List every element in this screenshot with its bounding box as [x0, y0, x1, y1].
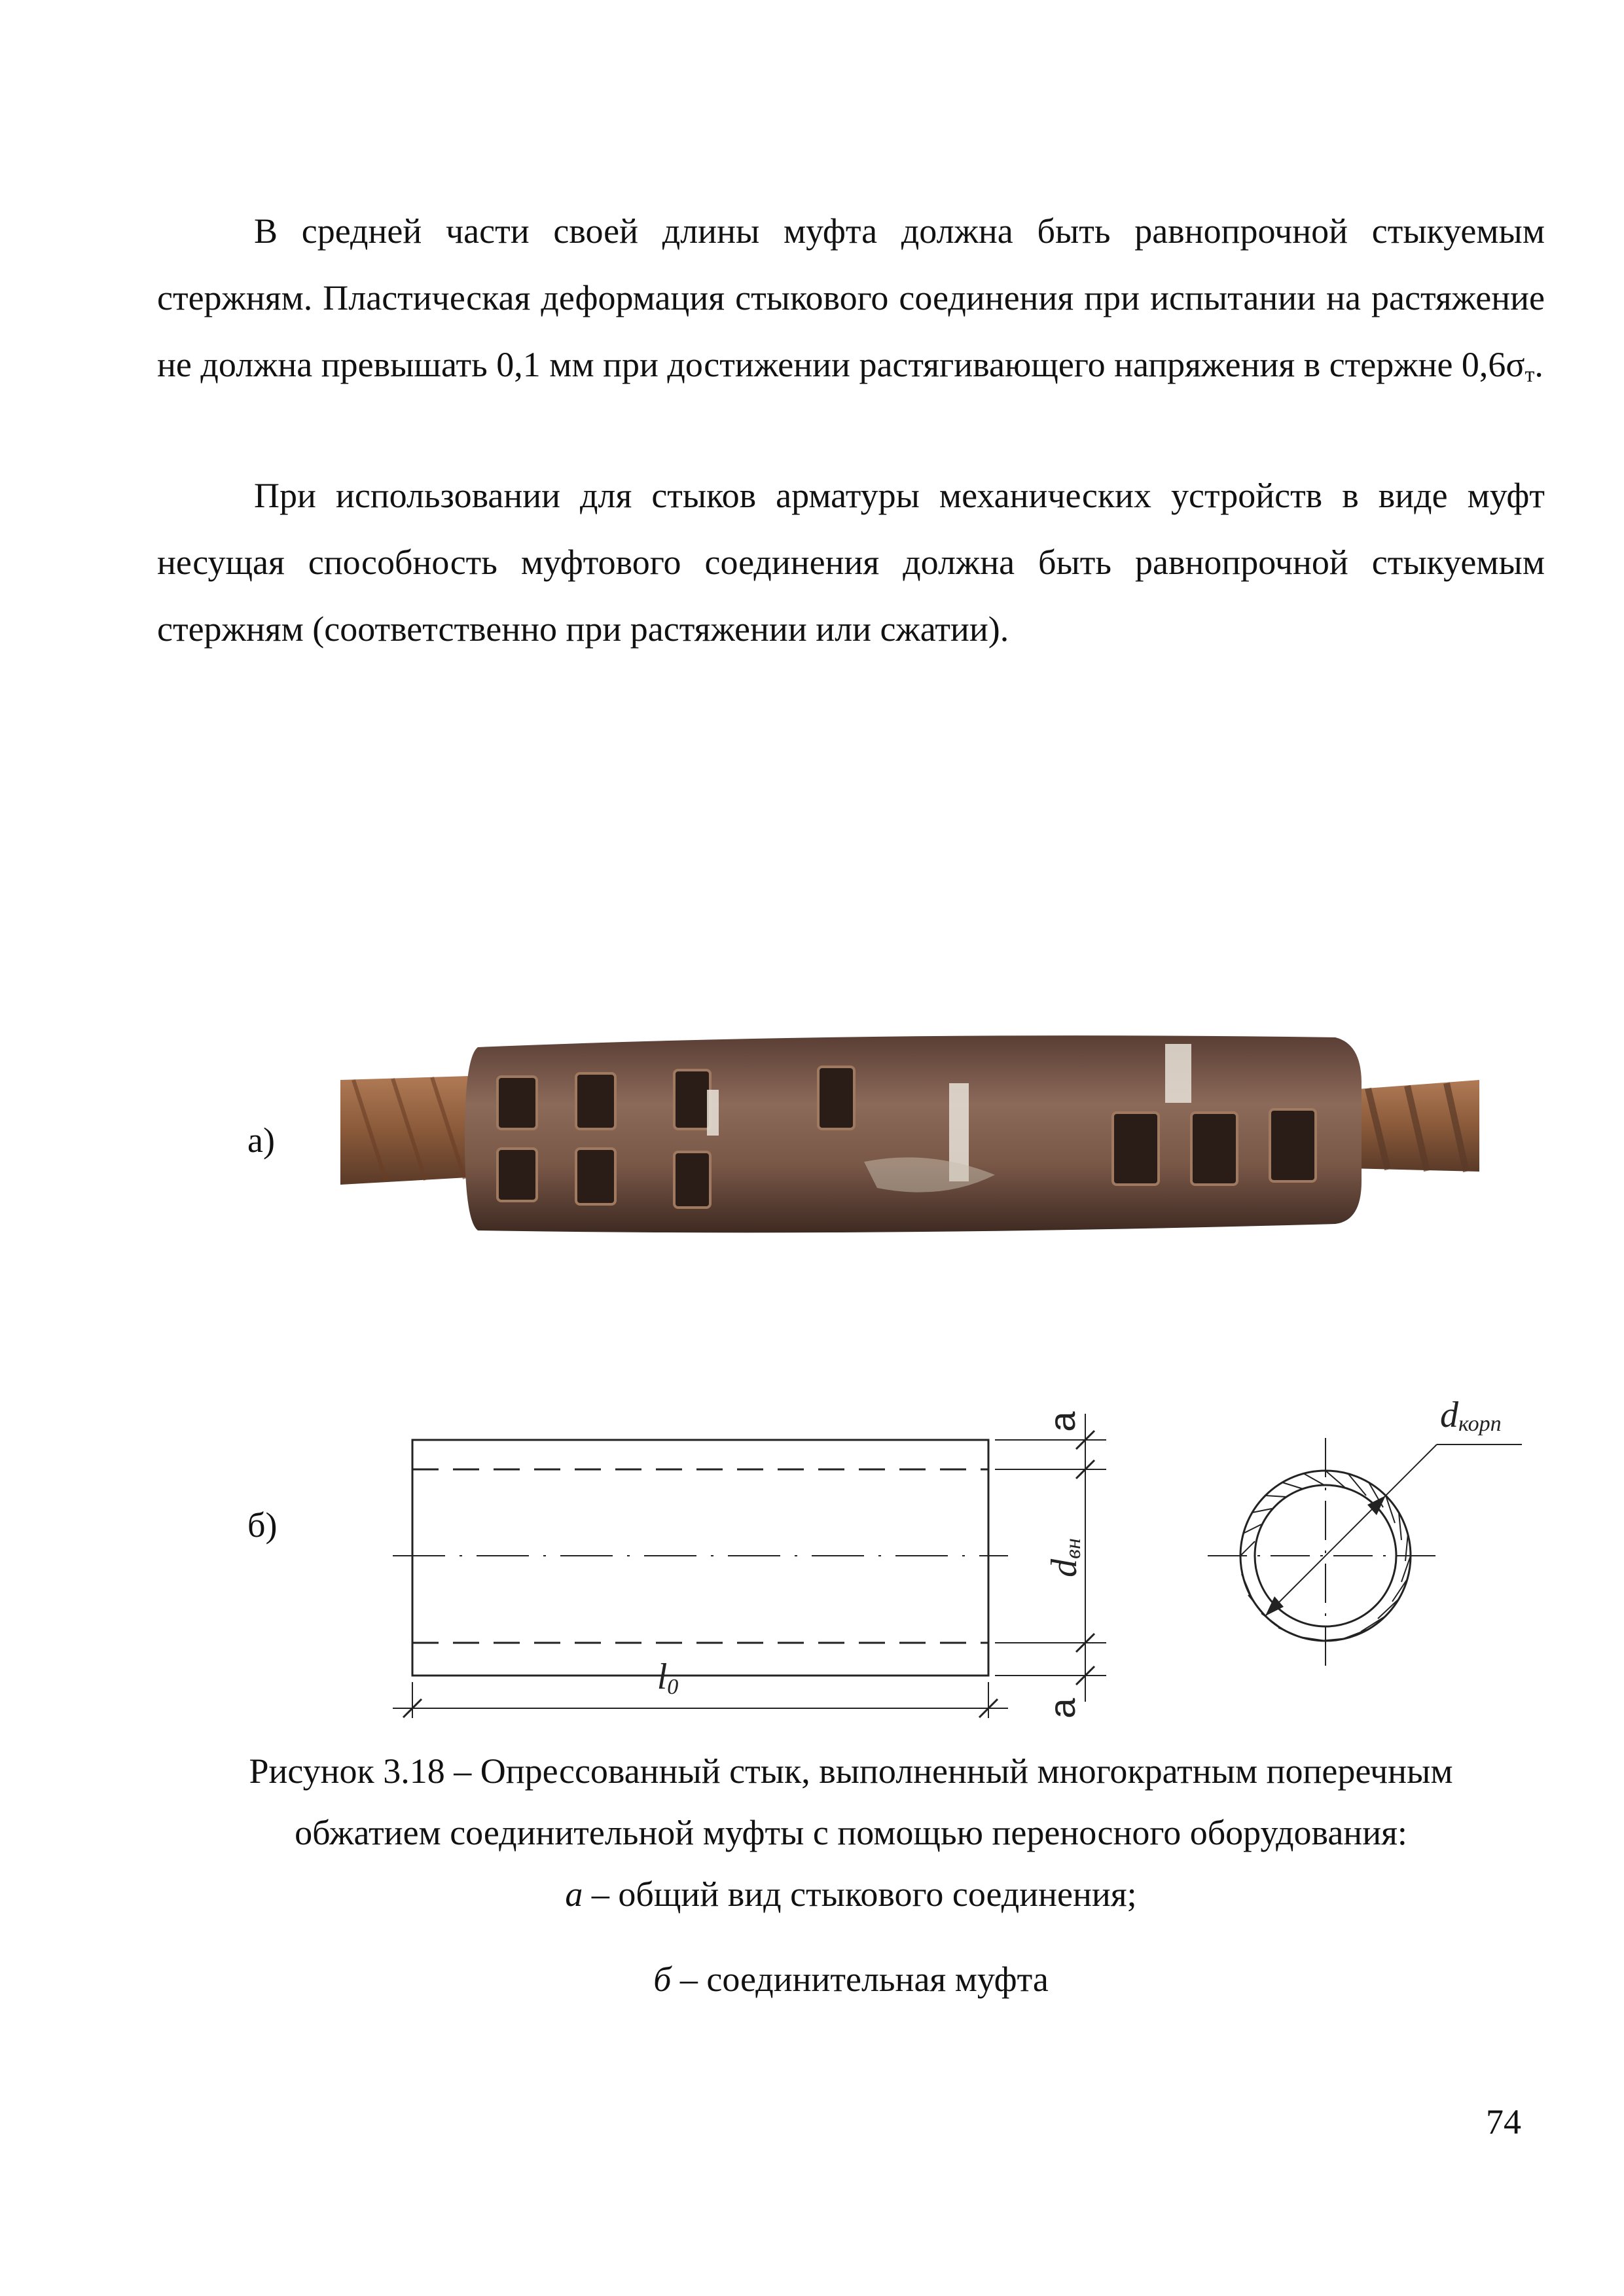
caption-text-a: – общий вид стыкового соединения; [583, 1874, 1137, 1914]
paragraph-mechanical-devices: При использовании для стыков арматуры механических устройств в виде муфт несущая способность муфтового соединения должна быть равнопрочной стыкуемым стержням (соответственно при растяжении или сжатии). [157, 476, 1545, 649]
figure-label-b: б) [247, 1505, 278, 1545]
dim-a-top: а [1041, 1411, 1083, 1432]
caption-line-1: Рисунок 3.18 – Опрессованный стык, выполненный многократным поперечным [249, 1751, 1453, 1791]
paragraph-coupling-strength [157, 198, 1545, 408]
sleeve-outline [412, 1440, 988, 1676]
caption-line-4 [157, 1960, 1545, 1999]
paragraph1-text: В средней части своей длины муфта должна быть равнопрочной стыкуемым стержням. Пластическая деформация стыкового соединения при испытании на растяжение не должна превышать 0,1 мм при достижении растягивающего напряжения в стержне 0,6σ [157, 211, 1545, 384]
diameter-leader [1265, 1444, 1437, 1616]
caption-text-b: – соединительная муфта [671, 1960, 1049, 1999]
caption-letter-a: а [565, 1874, 583, 1914]
figure-label-a: а) [247, 1121, 275, 1160]
paragraph1-tail: . [1534, 345, 1543, 384]
dim-body-diameter: dкорп [1440, 1395, 1502, 1436]
caption-letter-b: б [653, 1960, 672, 1999]
caption-line-3 [157, 1874, 1545, 1914]
dim-inner-diameter: dвн [1044, 1538, 1085, 1577]
coupling-drawing [380, 1361, 1545, 1728]
cross-section [1208, 1438, 1522, 1674]
page-number: 74 [1486, 2102, 1521, 2142]
sigma-subscript: т [1525, 363, 1535, 387]
dim-length: l0 [657, 1657, 679, 1699]
dim-a-bottom: а [1041, 1698, 1083, 1719]
coupling-photo [340, 1018, 1479, 1253]
caption-line-2: обжатием соединительной муфты с помощью переносного оборудования: [295, 1813, 1407, 1852]
